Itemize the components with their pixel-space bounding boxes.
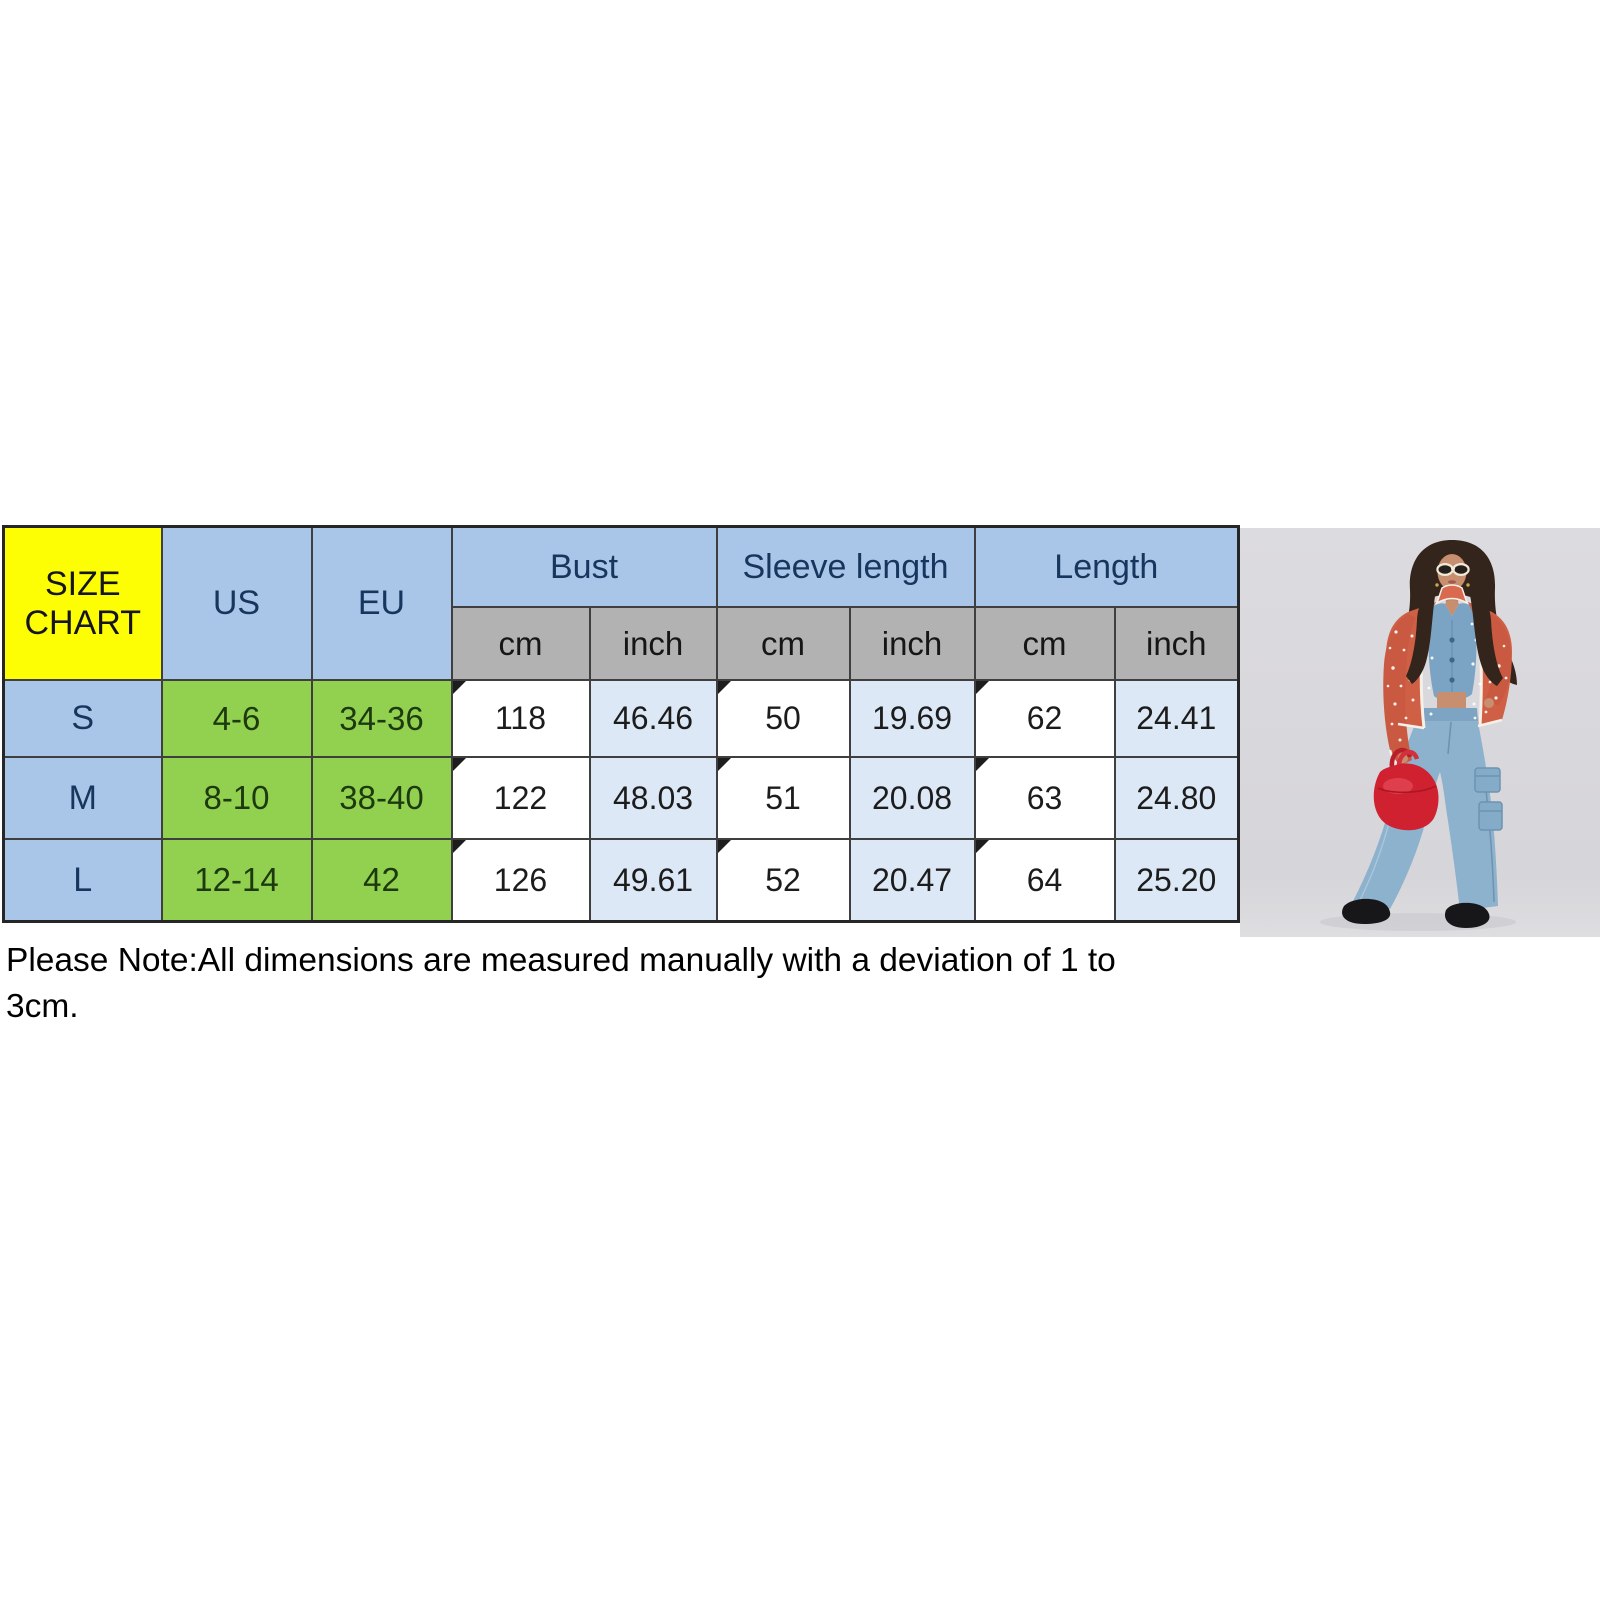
cell-s-us: 4-6 bbox=[162, 680, 312, 757]
table-row-l bbox=[4, 839, 1239, 922]
header-sleeve-inch: inch bbox=[850, 607, 975, 680]
header-row-groups bbox=[4, 527, 1239, 608]
table-row-m bbox=[4, 757, 1239, 839]
cell-m-length-inch: 24.80 bbox=[1115, 757, 1239, 839]
cell-l-us: 12-14 bbox=[162, 839, 312, 922]
header-length-inch: inch bbox=[1115, 607, 1239, 680]
model-photo bbox=[1240, 528, 1600, 937]
cell-s-sleeve-cm: 50 bbox=[717, 680, 850, 757]
cell-l-length-cm: 64 bbox=[975, 839, 1115, 922]
cell-m-eu: 38-40 bbox=[312, 757, 452, 839]
cell-m-sleeve-inch: 20.08 bbox=[850, 757, 975, 839]
size-chart-table bbox=[2, 525, 1240, 923]
cell-l-length-inch: 25.20 bbox=[1115, 839, 1239, 922]
cargo-pocket-upper bbox=[1475, 768, 1500, 792]
model-right-hand bbox=[1484, 698, 1494, 708]
model-illustration bbox=[1240, 528, 1600, 937]
cell-m-us: 8-10 bbox=[162, 757, 312, 839]
size-label-s: S bbox=[4, 680, 162, 757]
header-sleeve-length: Sleeve length bbox=[717, 527, 975, 608]
header-eu: EU bbox=[312, 527, 452, 681]
header-length: Length bbox=[975, 527, 1239, 608]
header-bust-inch: inch bbox=[590, 607, 717, 680]
cell-l-sleeve-inch: 20.47 bbox=[850, 839, 975, 922]
earring-left bbox=[1435, 583, 1438, 586]
cell-s-length-inch: 24.41 bbox=[1115, 680, 1239, 757]
cell-s-bust-cm: 118 bbox=[452, 680, 590, 757]
model-midriff bbox=[1437, 692, 1466, 710]
cell-m-sleeve-cm: 51 bbox=[717, 757, 850, 839]
cell-s-length-cm: 62 bbox=[975, 680, 1115, 757]
corner-size-chart-label: SIZE CHART bbox=[4, 527, 162, 681]
size-label-m: M bbox=[4, 757, 162, 839]
cargo-pocket-lower bbox=[1479, 802, 1502, 830]
cell-s-sleeve-inch: 19.69 bbox=[850, 680, 975, 757]
earring-right bbox=[1466, 583, 1469, 586]
cell-l-bust-inch: 49.61 bbox=[590, 839, 717, 922]
cell-l-bust-cm: 126 bbox=[452, 839, 590, 922]
model-lips bbox=[1448, 580, 1456, 584]
header-sleeve-cm: cm bbox=[717, 607, 850, 680]
cell-s-bust-inch: 46.46 bbox=[590, 680, 717, 757]
cell-m-bust-cm: 122 bbox=[452, 757, 590, 839]
header-us: US bbox=[162, 527, 312, 681]
size-label-l: L bbox=[4, 839, 162, 922]
table-row-s bbox=[4, 680, 1239, 757]
cell-l-sleeve-cm: 52 bbox=[717, 839, 850, 922]
measurement-note: Please Note:All dimensions are measured manually with a deviation of 1 to 3cm. bbox=[6, 942, 1116, 1026]
header-bust-cm: cm bbox=[452, 607, 590, 680]
header-bust: Bust bbox=[452, 527, 717, 608]
cell-s-eu: 34-36 bbox=[312, 680, 452, 757]
cell-m-length-cm: 63 bbox=[975, 757, 1115, 839]
header-length-cm: cm bbox=[975, 607, 1115, 680]
denim-vest bbox=[1428, 600, 1476, 700]
cell-m-bust-inch: 48.03 bbox=[590, 757, 717, 839]
cell-l-eu: 42 bbox=[312, 839, 452, 922]
